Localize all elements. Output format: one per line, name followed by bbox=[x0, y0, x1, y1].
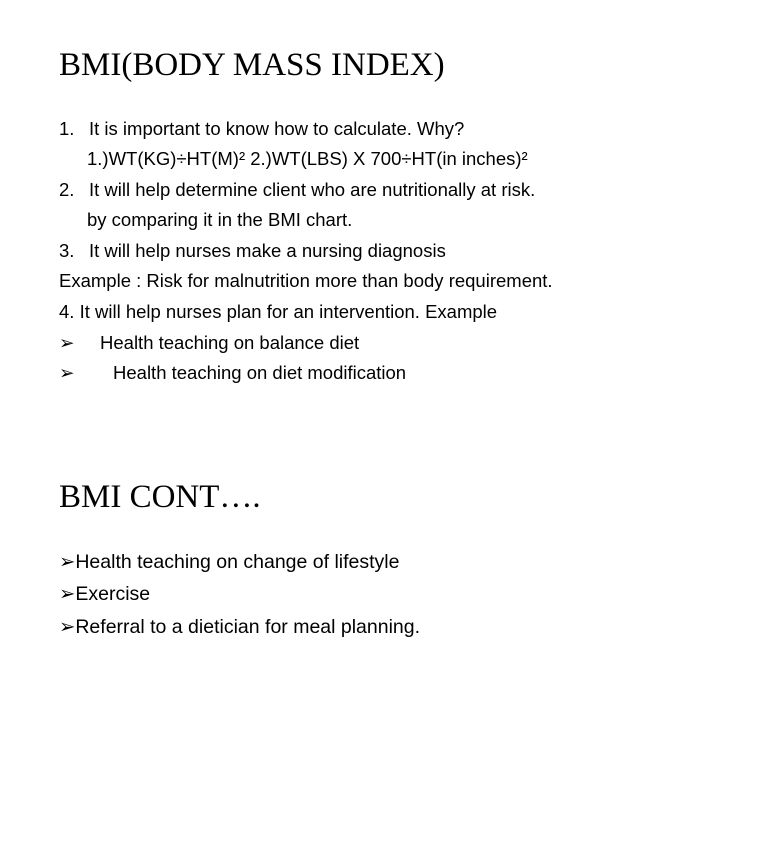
page-title: BMI(BODY MASS INDEX) bbox=[59, 47, 445, 83]
bullet-item-text: Health teaching on change of lifestyle bbox=[75, 551, 400, 573]
bullet-item bbox=[59, 331, 359, 355]
list-item bbox=[59, 117, 464, 141]
list-item-text: It will help nurses make a nursing diagnosis bbox=[89, 240, 446, 261]
list-item-text: It will help determine client who are nutritionally at risk. bbox=[89, 179, 536, 200]
bullet-item-text: Referral to a dietician for meal planning. bbox=[75, 616, 421, 638]
bullet-item-text: Exercise bbox=[75, 583, 151, 605]
bullet-item bbox=[59, 582, 150, 606]
bullet-item-text: Health teaching on diet modification bbox=[113, 362, 407, 383]
bullet-item bbox=[59, 615, 420, 639]
list-item bbox=[59, 178, 535, 202]
bullet-item bbox=[59, 550, 399, 574]
formula-line: 1.)WT(KG)÷HT(M)² 2.)WT(LBS) X 700÷HT(in inches)² bbox=[87, 148, 528, 169]
list-item-text: It is important to know how to calculate. Why? bbox=[89, 118, 465, 139]
list-number: 2. bbox=[59, 179, 75, 200]
list-item-continuation: by comparing it in the BMI chart. bbox=[87, 209, 353, 230]
list-number: 3. bbox=[59, 240, 75, 261]
arrow-bullet-icon: ➢ bbox=[59, 551, 76, 573]
arrow-bullet-icon: ➢ bbox=[59, 332, 75, 353]
list-item: 4. It will help nurses plan for an intervention. Example bbox=[59, 301, 498, 322]
arrow-bullet-icon: ➢ bbox=[59, 616, 76, 638]
example-line: Example : Risk for malnutrition more than body requirement. bbox=[59, 270, 553, 291]
bullet-item bbox=[59, 361, 406, 385]
list-number: 1. bbox=[59, 118, 75, 139]
list-item bbox=[59, 239, 446, 263]
bullet-item-text: Health teaching on balance diet bbox=[100, 332, 360, 353]
arrow-bullet-icon: ➢ bbox=[59, 362, 75, 383]
arrow-bullet-icon: ➢ bbox=[59, 583, 76, 605]
section-title: BMI CONT…. bbox=[59, 479, 261, 515]
